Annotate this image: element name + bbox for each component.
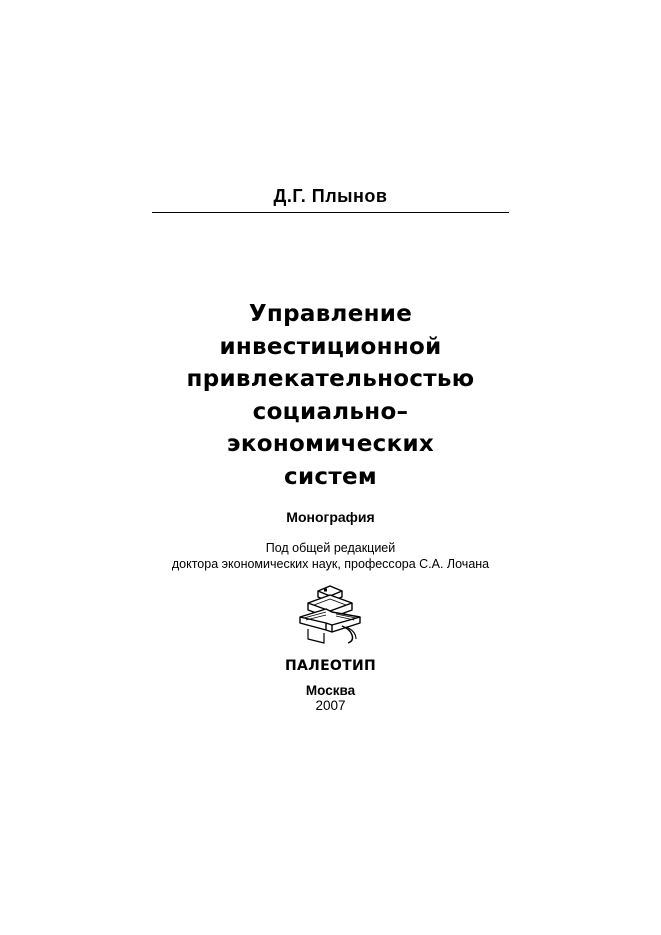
publication-city: Москва xyxy=(305,683,356,698)
title-line: инвестиционной xyxy=(219,333,442,360)
title-line: привлекательностью xyxy=(186,366,475,392)
genre-label: Монография xyxy=(286,509,375,525)
title-line: систем xyxy=(284,463,377,490)
title-line: экономических xyxy=(226,431,435,457)
editor-credit xyxy=(0,540,661,572)
books-logo-icon xyxy=(296,583,366,645)
title-line: социально– xyxy=(252,398,409,425)
book-title xyxy=(0,298,661,493)
title-line: Управление xyxy=(248,301,413,327)
publisher-name: ПАЛЕОТИП xyxy=(284,658,377,674)
author-divider xyxy=(152,212,509,213)
editor-line: Под общей редакцией xyxy=(265,541,396,555)
editor-line: доктора экономических наук, профессора С.А. Лочана xyxy=(171,557,490,571)
author-name: Д.Г. Плынов xyxy=(273,186,388,206)
publication-year: 2007 xyxy=(315,698,346,713)
